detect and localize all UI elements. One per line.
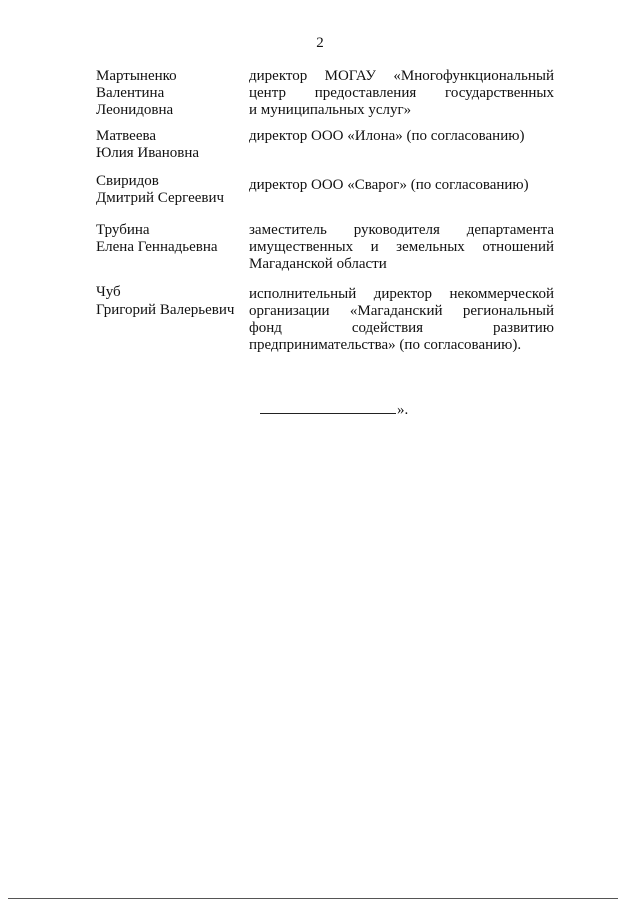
role-line: директор ООО «Илона» (по согласованию): [249, 128, 525, 144]
name-line: Елена Геннадьевна: [96, 239, 218, 255]
closing-mark: [260, 402, 408, 419]
name-line: Юлия Ивановна: [96, 145, 200, 161]
role-line: Магаданской области: [249, 256, 387, 272]
role-line: фонд содействия развитию: [249, 320, 554, 336]
name-line: Свиридов: [96, 173, 159, 189]
role-line: заместитель руководителя департамента: [249, 222, 554, 238]
member-name: [96, 173, 246, 207]
name-line: Валентина: [96, 85, 165, 101]
role-line: имущественных и земельных отношений: [249, 239, 554, 255]
member-role: [249, 177, 554, 194]
member-name: [96, 128, 246, 162]
closing-quote: ».: [397, 402, 409, 418]
role-line: исполнительный директор некоммерческой: [249, 286, 554, 302]
role-line: и муниципальных услуг»: [249, 102, 412, 118]
member-role: [249, 68, 554, 119]
name-line: Чуб: [96, 284, 121, 300]
member-name: [96, 222, 246, 256]
closing-underline: [260, 413, 396, 414]
member-role: [249, 128, 554, 145]
name-line: Леонидовна: [96, 102, 174, 118]
name-line: Матвеева: [96, 128, 157, 144]
role-line: предпринимательства» (по согласованию).: [249, 337, 522, 353]
page-number: 2: [316, 35, 324, 51]
name-line: Трубина: [96, 222, 150, 238]
role-line: центр предоставления государственных: [249, 85, 554, 101]
role-line: организации «Магаданский региональный: [249, 303, 554, 319]
role-line: директор ООО «Сварог» (по согласованию): [249, 177, 529, 193]
member-role: [249, 286, 554, 354]
member-name: [96, 284, 246, 319]
member-role: [249, 222, 554, 273]
name-line: Мартыненко: [96, 68, 177, 84]
name-line: Григорий Валерьевич: [96, 302, 235, 318]
bottom-rule: [8, 898, 618, 899]
member-name: [96, 68, 246, 119]
role-line: директор МОГАУ «Многофункциональный: [249, 68, 554, 84]
name-line: Дмитрий Сергеевич: [96, 190, 225, 206]
